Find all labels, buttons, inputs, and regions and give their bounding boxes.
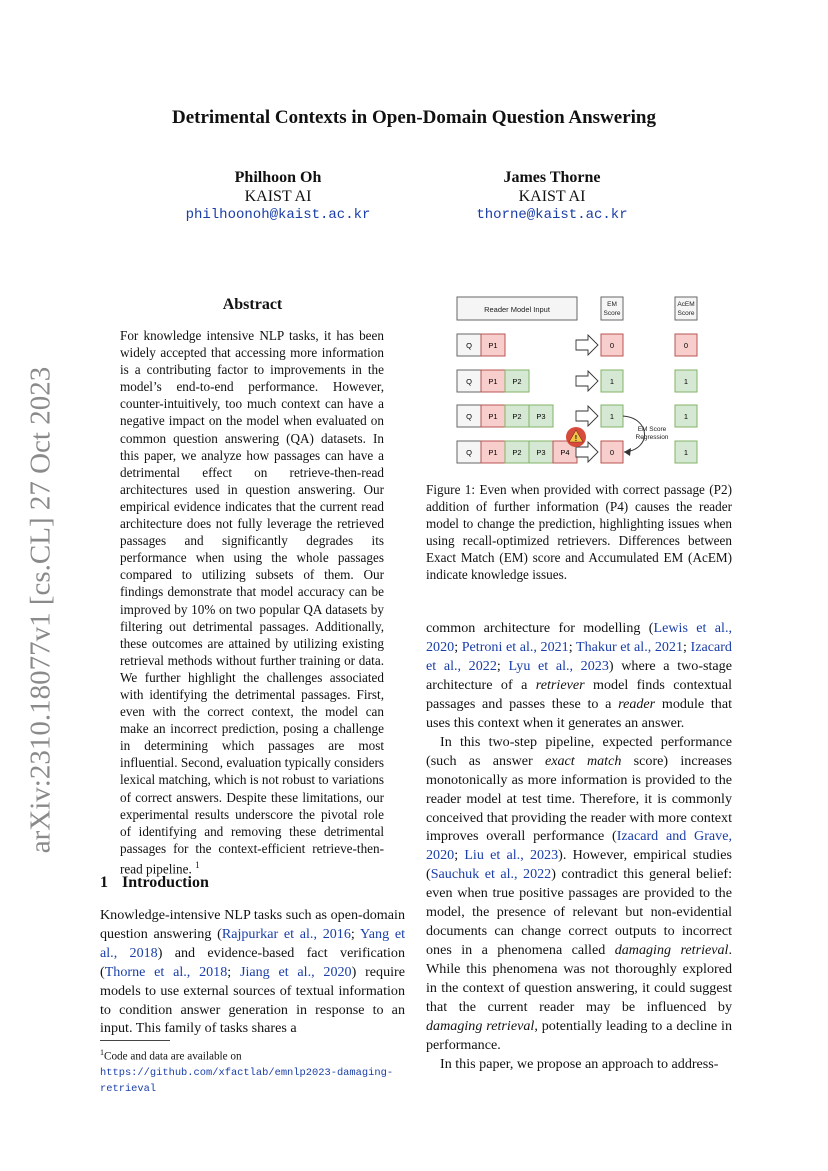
figure-row-1 (457, 334, 697, 356)
abstract-body: For knowledge intensive NLP tasks, it has been widely accepted that accessing more information is a contributing factor to improvements in the model’s end-to-end performance. However, counter-intuitively, too much context can have a negative impact on the model when evaluated on common question answering (QA) datasets. In this paper, we analyze how passages can have a detrimental effect on retrieve-then-read architectures used in question answering. Our empirical evidence indicates that the current read architecture does not fully leverage the retrieved passages and significantly degrades its performance when using the whole passages compared to utilizing subsets of them. Our findings demonstrate that model accuracy can be improved by 10% on two popular QA datasets by filtering out detrimental passages. Additionally, these outcomes are attained by utilizing existing retrieval methods without further training or data. We further highlight the challenges associated with identifying the detrimental passages. First, even with the correct context, the model can make an incorrect prediction, posing a challenge in determining which passages are most influential. Second, evaluation typically considers lexical matching, which is not robust to variations of correct answers. Despite these limitations, our experimental results underscore the pivotal role of identifying and removing these detrimental passages for the context-efficient retrieve-then-read pipeline. (120, 328, 384, 877)
text-run: score) increases monotonically as more information is provided to the reader model at test time. Therefore, it is commonly conceived that providing the reader with more context improves overall performance ( (426, 752, 732, 845)
body-paragraph (426, 733, 732, 1055)
arxiv-side-stamp (14, 366, 68, 854)
arrow-icon (576, 371, 598, 391)
text-run: , potentially leading to a decline in performance. (426, 1018, 733, 1053)
text-run: Knowledge-intensive NLP tasks such as open-domain question answering ( (100, 907, 405, 942)
text-run: ; (496, 657, 509, 674)
text-run: model finds contextual passages and passes these to a (426, 676, 732, 712)
em-score-value: 0 (609, 341, 615, 350)
figure-row-3 (457, 405, 697, 427)
right-column-body (426, 619, 732, 1074)
text-run: ). However, empirical studies ( (426, 847, 732, 883)
emphasis: reader (618, 695, 656, 712)
text-run: common architecture for modelling ( (426, 620, 654, 636)
acem-score-value: 0 (683, 341, 689, 350)
figure-row-2 (457, 370, 697, 392)
text-run: ; (227, 963, 240, 980)
passage-label: P1 (488, 341, 498, 350)
text-run: ) require models to use external sources of textual information to condition answer generation in response to an input. This family of tasks shares a (100, 963, 405, 1037)
text-run: module that uses this context when it generates an answer. (426, 695, 732, 731)
body-paragraph (426, 619, 732, 733)
footnote (100, 1045, 405, 1097)
figure-caption: Figure 1: Even when provided with correct passage (P2) addition of further information (P4) causes the reader model to change the prediction, highlighting issues when using recall-optimized retrievers. Differences between Exact Match (EM) score and Accumulated EM (AcEM) indicate knowledge issues. (426, 482, 732, 582)
regression-label-1: EM Score (637, 426, 667, 433)
citation-link[interactable]: Rajpurkar et al., 2016 (221, 925, 351, 942)
em-score-value: 0 (609, 448, 615, 457)
header-em-label-2: Score (603, 310, 621, 317)
passage-label: P1 (488, 412, 498, 421)
figure-1 (426, 290, 732, 475)
header-acem-label-2: Score (677, 310, 695, 317)
regression-arrowhead-icon (624, 448, 631, 456)
citation-link[interactable]: Liu et al., 2023 (464, 847, 559, 864)
warning-glyph: ! (574, 434, 578, 443)
citation-link[interactable]: Sauchuk et al., 2022 (430, 866, 552, 883)
author-block-1 (128, 168, 428, 225)
header-acem-label-1: AcEM (677, 301, 695, 308)
author-affiliation: KAIST AI (518, 188, 586, 205)
passage-label: P3 (536, 448, 546, 457)
author-block-2 (402, 168, 702, 225)
author-affiliation: KAIST AI (244, 188, 312, 205)
text-run: ; (454, 638, 462, 655)
citation-link[interactable]: Lewis et al., 2020 (426, 620, 732, 655)
passage-label: P1 (488, 377, 498, 386)
citation-link[interactable]: Yang et al., 2018 (100, 925, 405, 961)
intro-paragraph (100, 906, 405, 1038)
citation-link[interactable]: Izacard and Grave, 2020 (426, 828, 732, 864)
text-run: ) where a two-stage architecture of a (426, 657, 732, 693)
em-score-value: 1 (609, 377, 615, 386)
citation-link[interactable]: Jiang et al., 2020 (239, 963, 352, 980)
q-label: Q (466, 412, 472, 421)
emphasis: damaging retrieval (426, 1018, 535, 1035)
citation-link[interactable]: Thakur et al., 2021 (575, 638, 684, 655)
header-input-label: Reader Model Input (484, 305, 550, 314)
warning-icon (566, 427, 586, 447)
text-run: ) and evidence-based fact verification ( (100, 944, 405, 980)
citation-link[interactable]: Thorne et al., 2018 (104, 963, 228, 980)
text-run: ; (454, 847, 465, 864)
footnote-mark: 1 (100, 1048, 104, 1057)
arrow-icon (576, 335, 598, 355)
emphasis: retriever (535, 676, 585, 693)
passage-label: P2 (512, 412, 522, 421)
author-name: James Thorne (503, 169, 601, 186)
paper-title: Detrimental Contexts in Open-Domain Question Answering (172, 107, 656, 128)
text-run: ; (568, 638, 576, 655)
passage-label: P2 (512, 448, 522, 457)
figure-1-diagram (426, 290, 732, 475)
passage-label: P4 (560, 448, 570, 457)
footnote-text: Code and data are available on (104, 1050, 242, 1063)
q-label: Q (466, 341, 472, 350)
body-paragraph: In this paper, we propose an approach to address- (440, 1055, 719, 1072)
em-score-value: 1 (609, 412, 615, 421)
emphasis: exact match (544, 752, 622, 769)
text-run: ; (350, 925, 360, 942)
arrow-icon (576, 406, 598, 426)
header-em-label-1: EM (607, 301, 617, 308)
abstract-heading: Abstract (222, 296, 283, 313)
q-label: Q (466, 448, 472, 457)
section-title: Introduction (122, 874, 209, 891)
regression-label-2: Regression (635, 434, 669, 441)
author-name: Philhoon Oh (234, 169, 322, 186)
text-run: ) contradict this general belief: even when true positive passages are provided to the model, the presence of relevant but non-evidential documents can change correct outputs to incorrect ones in a phenomena called (426, 866, 732, 959)
citation-link[interactable]: Petroni et al., 2021 (461, 638, 569, 655)
code-url-link[interactable]: https://github.com/xfactlab/emnlp2023-damaging-retrieval (100, 1066, 394, 1095)
text-run: In this two-step pipeline, expected performance (such as answer (426, 733, 732, 769)
text-run: . While this phenomena was not thoroughly explored in the context of question answering, it could suggest that the current reader may be influenced by (426, 942, 733, 1016)
passage-label: P3 (536, 412, 546, 421)
arxiv-id-label: arXiv:2310.18077v1 [cs.CL] 27 Oct 2023 (24, 366, 57, 854)
acem-score-value: 1 (683, 448, 689, 457)
citation-link[interactable]: Izacard et al., 2022 (426, 638, 732, 674)
citation-link[interactable]: Lyu et al., 2023 (508, 657, 609, 674)
footnote-divider (100, 1040, 170, 1041)
passage-label: P1 (488, 448, 498, 457)
passage-label: P2 (512, 377, 522, 386)
acem-score-value: 1 (683, 377, 689, 386)
acem-score-value: 1 (683, 412, 689, 421)
author-email[interactable]: philhoonoh@kaist.ac.kr (185, 207, 371, 223)
footnote-ref[interactable]: 1 (195, 859, 200, 870)
abstract-text (120, 327, 384, 877)
author-email[interactable]: thorne@kaist.ac.kr (476, 207, 628, 223)
q-label: Q (466, 377, 472, 386)
section-number: 1 (100, 874, 108, 891)
emphasis: damaging retrieval (614, 942, 729, 959)
text-run: ; (683, 638, 691, 655)
section-heading-introduction (100, 874, 209, 892)
